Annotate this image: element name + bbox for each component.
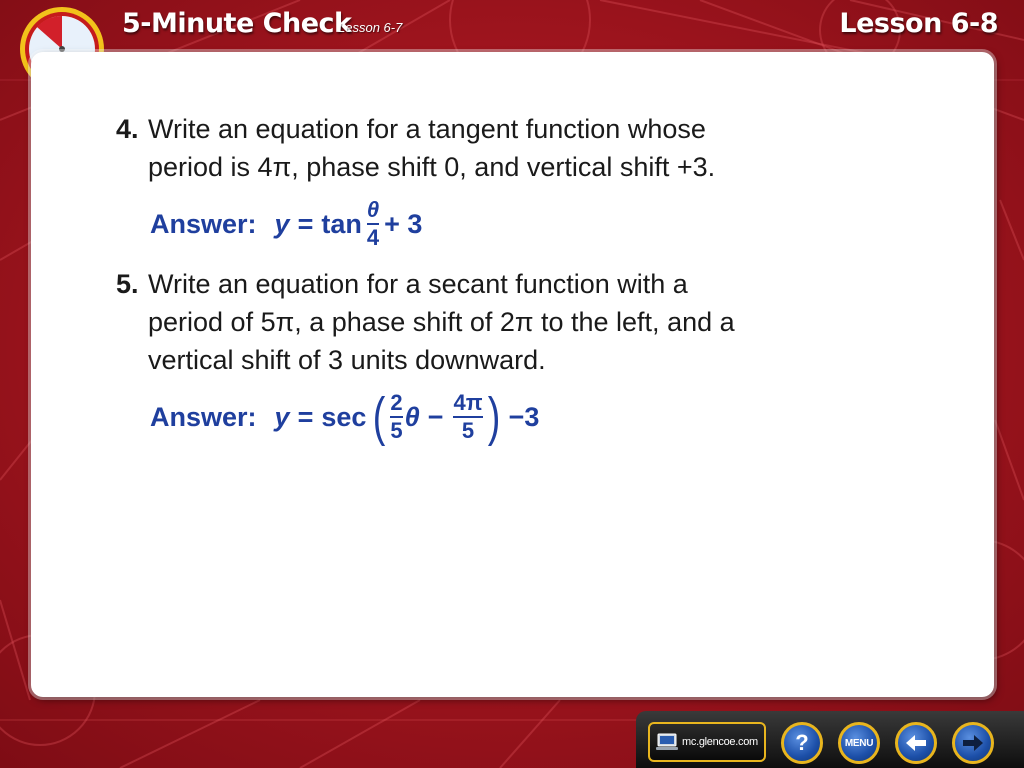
- minus-sign: −: [427, 401, 444, 432]
- header-subtitle: Lesson 6-7: [338, 20, 403, 35]
- arrow-right-icon: [961, 733, 985, 753]
- back-button[interactable]: [895, 722, 937, 764]
- answer-label: Answer:: [150, 401, 257, 432]
- answer-5: [150, 387, 540, 447]
- forward-button[interactable]: [952, 722, 994, 764]
- question-text-line: period is 4π, phase shift 0, and vertical shift +3.: [148, 152, 716, 182]
- menu-label: MENU: [844, 737, 874, 749]
- answer-variable: y: [274, 401, 290, 432]
- lesson-label: Lesson 6-8: [839, 8, 998, 39]
- fraction-denominator: 4: [366, 225, 380, 250]
- answer-tail: −3: [508, 401, 540, 432]
- answer-4: [150, 198, 422, 250]
- paren-close: ): [487, 387, 500, 447]
- function-name: tan: [321, 208, 362, 239]
- arrow-left-icon: [904, 733, 928, 753]
- fraction-numerator: 4π: [453, 390, 483, 415]
- function-name: sec: [321, 401, 367, 432]
- header-title: 5-Minute Check: [122, 8, 352, 39]
- paren-open: (: [373, 387, 386, 447]
- question-4: [116, 110, 715, 186]
- theta-symbol: θ: [404, 401, 420, 432]
- question-number: 5.: [116, 269, 139, 299]
- computer-icon: [656, 733, 678, 751]
- question-text-line: Write an equation for a secant function with a: [148, 269, 688, 299]
- question-number: 4.: [116, 114, 139, 144]
- fraction: [390, 391, 402, 443]
- answer-variable: y: [274, 208, 290, 239]
- question-text-line: period of 5π, a phase shift of 2π to the left, and a: [148, 307, 735, 337]
- fraction-denominator: 5: [390, 418, 403, 443]
- fraction-denominator: 5: [461, 418, 475, 443]
- website-link-button[interactable]: [648, 722, 766, 762]
- fraction-numerator: θ: [366, 197, 380, 222]
- menu-button[interactable]: [838, 722, 880, 764]
- fraction-numerator: 2: [390, 390, 403, 415]
- answer-tail: + 3: [384, 208, 423, 239]
- question-text-line: vertical shift of 3 units downward.: [148, 345, 546, 375]
- help-button[interactable]: [781, 722, 823, 764]
- equals-sign: =: [297, 401, 314, 432]
- question-5: [116, 265, 735, 379]
- answer-label: Answer:: [150, 208, 257, 239]
- help-icon: ?: [795, 730, 809, 755]
- fraction: [367, 198, 379, 250]
- website-label: mc.glencoe.com: [682, 736, 758, 748]
- fraction: [453, 391, 482, 443]
- equals-sign: =: [297, 208, 314, 239]
- question-text-line: Write an equation for a tangent function whose: [148, 114, 706, 144]
